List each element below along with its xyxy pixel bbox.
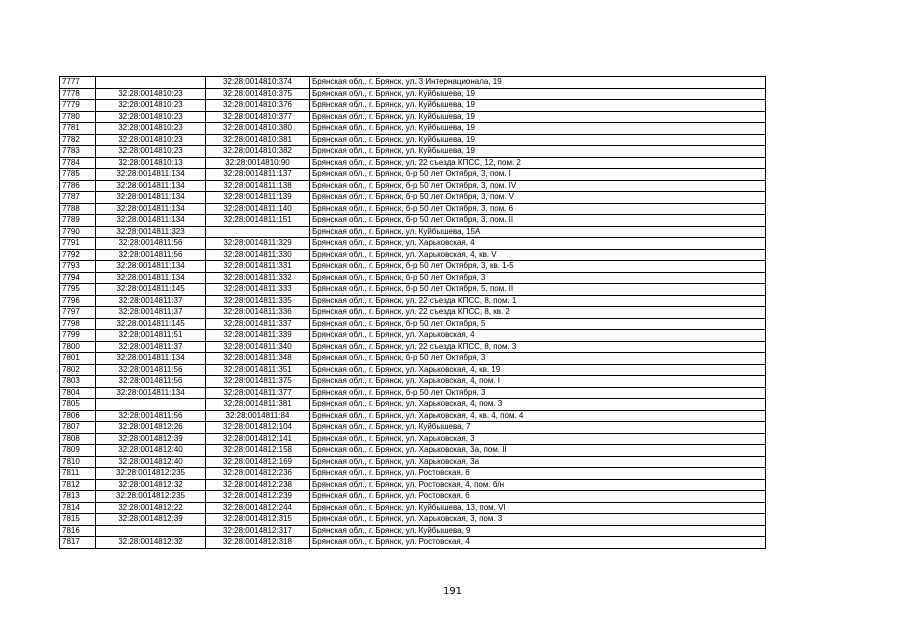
row-number-cell: 7808	[60, 433, 96, 445]
address-cell: Брянская обл., г. Брянск, ул. Куйбышева, 19	[310, 111, 766, 123]
parcel-cadastral-number-cell: 32:28:0014812:39	[96, 433, 206, 445]
object-cadastral-number-cell: 32:28:0014811:138	[206, 180, 310, 192]
address-cell: Брянская обл., г. Брянск, ул. Ростовская, 6	[310, 491, 766, 503]
address-cell: Брянская обл., г. Брянск, ул. Куйбышева, 19	[310, 100, 766, 112]
address-cell: Брянская обл., г. Брянск, ул. Куйбышева, 15А	[310, 226, 766, 238]
page-number: 191	[442, 586, 463, 597]
object-cadastral-number-cell: 32:28:0014812:239	[206, 491, 310, 503]
address-cell: Брянская обл., г. Брянск, ул. Харьковская, 3	[310, 433, 766, 445]
table-row	[60, 537, 766, 549]
object-cadastral-number-cell: 32:28:0014812:158	[206, 445, 310, 457]
parcel-cadastral-number-cell	[96, 399, 206, 411]
row-number-cell: 7779	[60, 100, 96, 112]
object-cadastral-number-cell: 32:28:0014812:318	[206, 537, 310, 549]
object-cadastral-number-cell: 32:28:0014810:90	[206, 157, 310, 169]
row-number-cell: 7813	[60, 491, 96, 503]
row-number-cell: 7784	[60, 157, 96, 169]
object-cadastral-number-cell: 32:28:0014811:329	[206, 238, 310, 250]
address-cell: Брянская обл., г. Брянск, ул. Харьковская, 3а	[310, 456, 766, 468]
row-number-cell: 7799	[60, 330, 96, 342]
table-row	[60, 238, 766, 250]
object-cadastral-number-cell	[206, 226, 310, 238]
object-cadastral-number-cell: 32:28:0014811:351	[206, 364, 310, 376]
address-cell: Брянская обл., г. Брянск, б-р 50 лет Октября, 3, кв. 1-5	[310, 261, 766, 273]
row-number-cell: 7814	[60, 502, 96, 514]
table-row	[60, 502, 766, 514]
parcel-cadastral-number-cell: 32:28:0014810:23	[96, 111, 206, 123]
object-cadastral-number-cell: 32:28:0014812:315	[206, 514, 310, 526]
row-number-cell: 7777	[60, 77, 96, 89]
address-cell: Брянская обл., г. Брянск, б-р 50 лет Октября, 3	[310, 387, 766, 399]
object-cadastral-number-cell: 32:28:0014811:381	[206, 399, 310, 411]
object-cadastral-number-cell: 32:28:0014811:375	[206, 376, 310, 388]
object-cadastral-number-cell: 32:28:0014811:331	[206, 261, 310, 273]
row-number-cell: 7778	[60, 88, 96, 100]
parcel-cadastral-number-cell	[96, 77, 206, 89]
parcel-cadastral-number-cell: 32:28:0014811:56	[96, 364, 206, 376]
object-cadastral-number-cell: 32:28:0014811:137	[206, 169, 310, 181]
parcel-cadastral-number-cell: 32:28:0014810:13	[96, 157, 206, 169]
parcel-cadastral-number-cell: 32:28:0014811:134	[96, 261, 206, 273]
object-cadastral-number-cell: 32:28:0014812:236	[206, 468, 310, 480]
row-number-cell: 7796	[60, 295, 96, 307]
address-cell: Брянская обл., г. Брянск, ул. 3 Интернационала, 19	[310, 77, 766, 89]
row-number-cell: 7788	[60, 203, 96, 215]
table-row	[60, 445, 766, 457]
table-row	[60, 376, 766, 388]
row-number-cell: 7810	[60, 456, 96, 468]
object-cadastral-number-cell: 32:28:0014812:317	[206, 525, 310, 537]
parcel-cadastral-number-cell: 32:28:0014811:134	[96, 215, 206, 227]
row-number-cell: 7816	[60, 525, 96, 537]
row-number-cell: 7806	[60, 410, 96, 422]
object-cadastral-number-cell: 32:28:0014810:377	[206, 111, 310, 123]
parcel-cadastral-number-cell: 32:28:0014810:23	[96, 88, 206, 100]
row-number-cell: 7798	[60, 318, 96, 330]
row-number-cell: 7802	[60, 364, 96, 376]
address-cell: Брянская обл., г. Брянск, ул. Харьковская, 3, пом. 3	[310, 514, 766, 526]
address-cell: Брянская обл., г. Брянск, б-р 50 лет Октября, 3, пом. IV	[310, 180, 766, 192]
object-cadastral-number-cell: 32:28:0014811:336	[206, 307, 310, 319]
address-cell: Брянская обл., г. Брянск, ул. 22 съезда КПСС, 12, пом. 2	[310, 157, 766, 169]
object-cadastral-number-cell: 32:28:0014811:139	[206, 192, 310, 204]
table-row	[60, 433, 766, 445]
address-cell: Брянская обл., г. Брянск, б-р 50 лет Октября, 3	[310, 353, 766, 365]
object-cadastral-number-cell: 32:28:0014811:339	[206, 330, 310, 342]
table-row	[60, 491, 766, 503]
object-cadastral-number-cell: 32:28:0014812:244	[206, 502, 310, 514]
object-cadastral-number-cell: 32:28:0014812:104	[206, 422, 310, 434]
object-cadastral-number-cell: 32:28:0014810:382	[206, 146, 310, 158]
object-cadastral-number-cell: 32:28:0014811:330	[206, 249, 310, 261]
address-cell: Брянская обл., г. Брянск, б-р 50 лет Октября, 3, пом. 6	[310, 203, 766, 215]
object-cadastral-number-cell: 32:28:0014812:141	[206, 433, 310, 445]
object-cadastral-number-cell: 32:28:0014811:335	[206, 295, 310, 307]
parcel-cadastral-number-cell: 32:28:0014811:145	[96, 284, 206, 296]
table-row	[60, 169, 766, 181]
table-row	[60, 479, 766, 491]
row-number-cell: 7790	[60, 226, 96, 238]
address-cell: Брянская обл., г. Брянск, ул. Харьковская, 3а, пом. II	[310, 445, 766, 457]
parcel-cadastral-number-cell: 32:28:0014812:32	[96, 537, 206, 549]
parcel-cadastral-number-cell: 32:28:0014812:235	[96, 491, 206, 503]
address-cell: Брянская обл., г. Брянск, б-р 50 лет Октября, 3, пом. II	[310, 215, 766, 227]
parcel-cadastral-number-cell: 32:28:0014811:134	[96, 180, 206, 192]
parcel-cadastral-number-cell: 32:28:0014811:56	[96, 249, 206, 261]
parcel-cadastral-number-cell: 32:28:0014811:134	[96, 169, 206, 181]
address-cell: Брянская обл., г. Брянск, ул. Харьковская, 4, пом. I	[310, 376, 766, 388]
parcel-cadastral-number-cell: 32:28:0014812:39	[96, 514, 206, 526]
parcel-cadastral-number-cell: 32:28:0014811:37	[96, 307, 206, 319]
parcel-cadastral-number-cell: 32:28:0014812:40	[96, 456, 206, 468]
row-number-cell: 7817	[60, 537, 96, 549]
row-number-cell: 7780	[60, 111, 96, 123]
row-number-cell: 7800	[60, 341, 96, 353]
address-cell: Брянская обл., г. Брянск, ул. Куйбышева, 13, пом. VI	[310, 502, 766, 514]
property-register-table	[59, 76, 766, 549]
table-row	[60, 100, 766, 112]
row-number-cell: 7801	[60, 353, 96, 365]
row-number-cell: 7811	[60, 468, 96, 480]
table-row	[60, 284, 766, 296]
object-cadastral-number-cell: 32:28:0014811:340	[206, 341, 310, 353]
object-cadastral-number-cell: 32:28:0014810:380	[206, 123, 310, 135]
row-number-cell: 7812	[60, 479, 96, 491]
address-cell: Брянская обл., г. Брянск, ул. Куйбышева, 19	[310, 146, 766, 158]
object-cadastral-number-cell: 32:28:0014810:376	[206, 100, 310, 112]
object-cadastral-number-cell: 32:28:0014810:374	[206, 77, 310, 89]
parcel-cadastral-number-cell: 32:28:0014811:134	[96, 272, 206, 284]
table-row	[60, 272, 766, 284]
parcel-cadastral-number-cell: 32:28:0014810:23	[96, 100, 206, 112]
object-cadastral-number-cell: 32:28:0014810:375	[206, 88, 310, 100]
parcel-cadastral-number-cell: 32:28:0014811:37	[96, 295, 206, 307]
table-row	[60, 77, 766, 89]
object-cadastral-number-cell: 32:28:0014811:151	[206, 215, 310, 227]
address-cell: Брянская обл., г. Брянск, ул. Харьковская, 4, кв. V	[310, 249, 766, 261]
table-row	[60, 364, 766, 376]
table-row	[60, 249, 766, 261]
row-number-cell: 7809	[60, 445, 96, 457]
parcel-cadastral-number-cell: 32:28:0014811:134	[96, 192, 206, 204]
address-cell: Брянская обл., г. Брянск, ул. Ростовская, 6	[310, 468, 766, 480]
row-number-cell: 7793	[60, 261, 96, 273]
row-number-cell: 7783	[60, 146, 96, 158]
object-cadastral-number-cell: 32:28:0014810:381	[206, 134, 310, 146]
address-cell: Брянская обл., г. Брянск, ул. 22 съезда КПСС, 8, кв. 2	[310, 307, 766, 319]
address-cell: Брянская обл., г. Брянск, ул. 22 съезда КПСС, 8, пом. 1	[310, 295, 766, 307]
row-number-cell: 7785	[60, 169, 96, 181]
row-number-cell: 7787	[60, 192, 96, 204]
object-cadastral-number-cell: 32:28:0014812:238	[206, 479, 310, 491]
row-number-cell: 7786	[60, 180, 96, 192]
table-row	[60, 146, 766, 158]
parcel-cadastral-number-cell	[96, 525, 206, 537]
table-row	[60, 410, 766, 422]
address-cell: Брянская обл., г. Брянск, б-р 50 лет Октября, 5	[310, 318, 766, 330]
address-cell: Брянская обл., г. Брянск, б-р 50 лет Октября, 3	[310, 272, 766, 284]
table-row	[60, 203, 766, 215]
address-cell: Брянская обл., г. Брянск, ул. Ростовская, 4	[310, 537, 766, 549]
row-number-cell: 7795	[60, 284, 96, 296]
parcel-cadastral-number-cell: 32:28:0014811:37	[96, 341, 206, 353]
table-row	[60, 88, 766, 100]
address-cell: Брянская обл., г. Брянск, б-р 50 лет Октября, 3, пом. I	[310, 169, 766, 181]
row-number-cell: 7794	[60, 272, 96, 284]
row-number-cell: 7805	[60, 399, 96, 411]
table-row	[60, 192, 766, 204]
address-cell: Брянская обл., г. Брянск, ул. Ростовская, 4, пом. б/н	[310, 479, 766, 491]
address-cell: Брянская обл., г. Брянск, ул. Харьковская, 4, кв. 4, пом. 4	[310, 410, 766, 422]
address-cell: Брянская обл., г. Брянск, ул. Куйбышева, 9	[310, 525, 766, 537]
parcel-cadastral-number-cell: 32:28:0014812:235	[96, 468, 206, 480]
object-cadastral-number-cell: 32:28:0014811:84	[206, 410, 310, 422]
object-cadastral-number-cell: 32:28:0014811:337	[206, 318, 310, 330]
parcel-cadastral-number-cell: 32:28:0014811:56	[96, 238, 206, 250]
table-row	[60, 123, 766, 135]
parcel-cadastral-number-cell: 32:28:0014812:22	[96, 502, 206, 514]
row-number-cell: 7789	[60, 215, 96, 227]
row-number-cell: 7792	[60, 249, 96, 261]
parcel-cadastral-number-cell: 32:28:0014811:134	[96, 203, 206, 215]
table-body	[60, 77, 766, 549]
parcel-cadastral-number-cell: 32:28:0014810:23	[96, 123, 206, 135]
address-cell: Брянская обл., г. Брянск, ул. Куйбышева, 7	[310, 422, 766, 434]
object-cadastral-number-cell: 32:28:0014811:348	[206, 353, 310, 365]
table-row	[60, 468, 766, 480]
row-number-cell: 7791	[60, 238, 96, 250]
address-cell: Брянская обл., г. Брянск, ул. Харьковская, 4, пом. 3	[310, 399, 766, 411]
address-cell: Брянская обл., г. Брянск, ул. 22 съезда КПСС, 8, пом. 3	[310, 341, 766, 353]
table-row	[60, 157, 766, 169]
table-row	[60, 226, 766, 238]
table-row	[60, 514, 766, 526]
table-row	[60, 307, 766, 319]
table-row	[60, 318, 766, 330]
table-row	[60, 525, 766, 537]
parcel-cadastral-number-cell: 32:28:0014811:134	[96, 387, 206, 399]
address-cell: Брянская обл., г. Брянск, ул. Харьковская, 4	[310, 238, 766, 250]
parcel-cadastral-number-cell: 32:28:0014811:145	[96, 318, 206, 330]
row-number-cell: 7815	[60, 514, 96, 526]
parcel-cadastral-number-cell: 32:28:0014811:323	[96, 226, 206, 238]
address-cell: Брянская обл., г. Брянск, ул. Харьковская, 4, кв. 19	[310, 364, 766, 376]
parcel-cadastral-number-cell: 32:28:0014810:23	[96, 134, 206, 146]
table-row	[60, 215, 766, 227]
table-row	[60, 134, 766, 146]
parcel-cadastral-number-cell: 32:28:0014810:23	[96, 146, 206, 158]
parcel-cadastral-number-cell: 32:28:0014811:56	[96, 376, 206, 388]
table-row	[60, 387, 766, 399]
parcel-cadastral-number-cell: 32:28:0014811:51	[96, 330, 206, 342]
table-row	[60, 456, 766, 468]
parcel-cadastral-number-cell: 32:28:0014812:26	[96, 422, 206, 434]
parcel-cadastral-number-cell: 32:28:0014811:134	[96, 353, 206, 365]
object-cadastral-number-cell: 32:28:0014811:140	[206, 203, 310, 215]
table-row	[60, 422, 766, 434]
object-cadastral-number-cell: 32:28:0014811:377	[206, 387, 310, 399]
object-cadastral-number-cell: 32:28:0014811:333	[206, 284, 310, 296]
address-cell: Брянская обл., г. Брянск, б-р 50 лет Октября, 5, пом. II	[310, 284, 766, 296]
table-row	[60, 399, 766, 411]
object-cadastral-number-cell: 32:28:0014811:332	[206, 272, 310, 284]
table-row	[60, 111, 766, 123]
object-cadastral-number-cell: 32:28:0014812:169	[206, 456, 310, 468]
row-number-cell: 7781	[60, 123, 96, 135]
address-cell: Брянская обл., г. Брянск, ул. Куйбышева, 19	[310, 88, 766, 100]
address-cell: Брянская обл., г. Брянск, ул. Харьковская, 4	[310, 330, 766, 342]
row-number-cell: 7807	[60, 422, 96, 434]
table-row	[60, 180, 766, 192]
row-number-cell: 7797	[60, 307, 96, 319]
row-number-cell: 7803	[60, 376, 96, 388]
address-cell: Брянская обл., г. Брянск, б-р 50 лет Октября, 3, пом. V	[310, 192, 766, 204]
row-number-cell: 7782	[60, 134, 96, 146]
parcel-cadastral-number-cell: 32:28:0014812:32	[96, 479, 206, 491]
table-row	[60, 330, 766, 342]
table-row	[60, 341, 766, 353]
row-number-cell: 7804	[60, 387, 96, 399]
table-row	[60, 261, 766, 273]
table-row	[60, 353, 766, 365]
parcel-cadastral-number-cell: 32:28:0014812:40	[96, 445, 206, 457]
address-cell: Брянская обл., г. Брянск, ул. Куйбышева, 19	[310, 134, 766, 146]
table-row	[60, 295, 766, 307]
address-cell: Брянская обл., г. Брянск, ул. Куйбышева, 19	[310, 123, 766, 135]
parcel-cadastral-number-cell: 32:28:0014811:56	[96, 410, 206, 422]
